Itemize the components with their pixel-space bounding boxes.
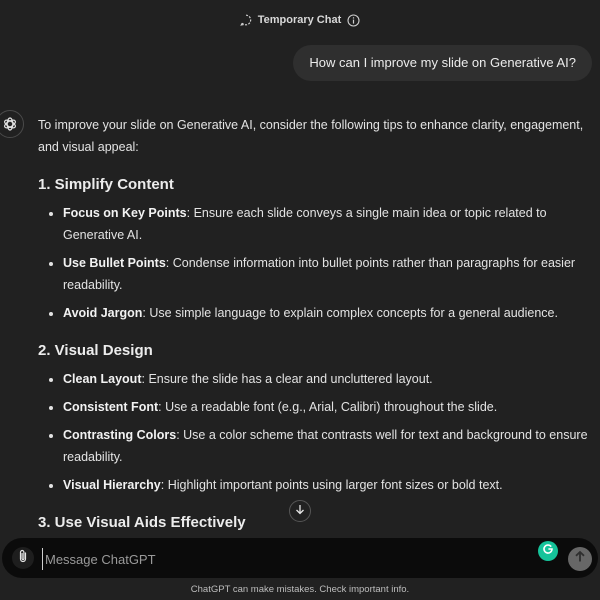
assistant-message	[38, 114, 598, 540]
list-item-title: Contrasting Colors	[63, 428, 177, 442]
list-item-title: Avoid Jargon	[63, 306, 143, 320]
list-item	[63, 202, 598, 246]
chatgpt-logo-icon	[0, 110, 24, 138]
message-input[interactable]	[42, 548, 487, 570]
list-item-text: : Highlight important points using larger font sizes or bold text.	[160, 478, 503, 492]
list-item	[63, 252, 598, 296]
grammarly-icon	[542, 542, 554, 560]
list-item-text: : Ensure the slide has a clear and uncluttered layout.	[141, 372, 433, 386]
chat-title: Temporary Chat	[257, 14, 342, 26]
list-item-text: : Ensure each slide conveys a single main idea or topic related to Generative AI.	[63, 206, 547, 242]
list-item-title: Focus on Key Points	[63, 206, 187, 220]
bullet-list	[38, 368, 598, 496]
bullet-list	[38, 202, 598, 324]
list-item-title: Consistent Font	[63, 400, 159, 414]
chat-header	[0, 10, 600, 30]
send-button[interactable]	[568, 547, 592, 571]
arrow-up-icon	[574, 550, 586, 568]
temporary-chat-icon	[240, 14, 252, 26]
message-composer	[2, 538, 598, 578]
list-item-text: : Condense information into bullet points rather than paragraphs for easier readability.	[63, 256, 576, 292]
disclaimer-text: ChatGPT can make mistakes. Check important info.	[190, 584, 410, 595]
paperclip-icon	[17, 549, 29, 568]
list-item-title: Visual Hierarchy	[63, 478, 161, 492]
arrow-down-icon	[295, 502, 305, 520]
info-icon[interactable]	[347, 14, 360, 27]
user-message: How can I improve my slide on Generative AI?	[293, 45, 592, 81]
section-heading: 2. Visual Design	[38, 342, 153, 359]
list-item-text: : Use a readable font (e.g., Arial, Calibri) throughout the slide.	[158, 400, 498, 414]
list-item-title: Use Bullet Points	[63, 256, 166, 270]
list-item	[63, 368, 598, 390]
answer-intro: To improve your slide on Generative AI, consider the following tips to enhance clarity, engagement, and visual appeal:	[38, 118, 584, 154]
list-item	[63, 424, 598, 468]
grammarly-button[interactable]	[538, 541, 558, 561]
list-item	[63, 302, 598, 324]
list-item	[63, 396, 598, 418]
list-item-text: : Use a color scheme that contrasts well for text and background to ensure readability.	[63, 428, 588, 464]
list-item-title: Clean Layout	[63, 372, 142, 386]
list-item-text: : Use simple language to explain complex concepts for a general audience.	[142, 306, 558, 320]
attach-button[interactable]	[12, 547, 34, 569]
section-heading: 1. Simplify Content	[38, 176, 174, 193]
section-heading: 3. Use Visual Aids Effectively	[38, 514, 246, 531]
scroll-down-button[interactable]	[289, 500, 311, 522]
list-item	[63, 474, 598, 496]
